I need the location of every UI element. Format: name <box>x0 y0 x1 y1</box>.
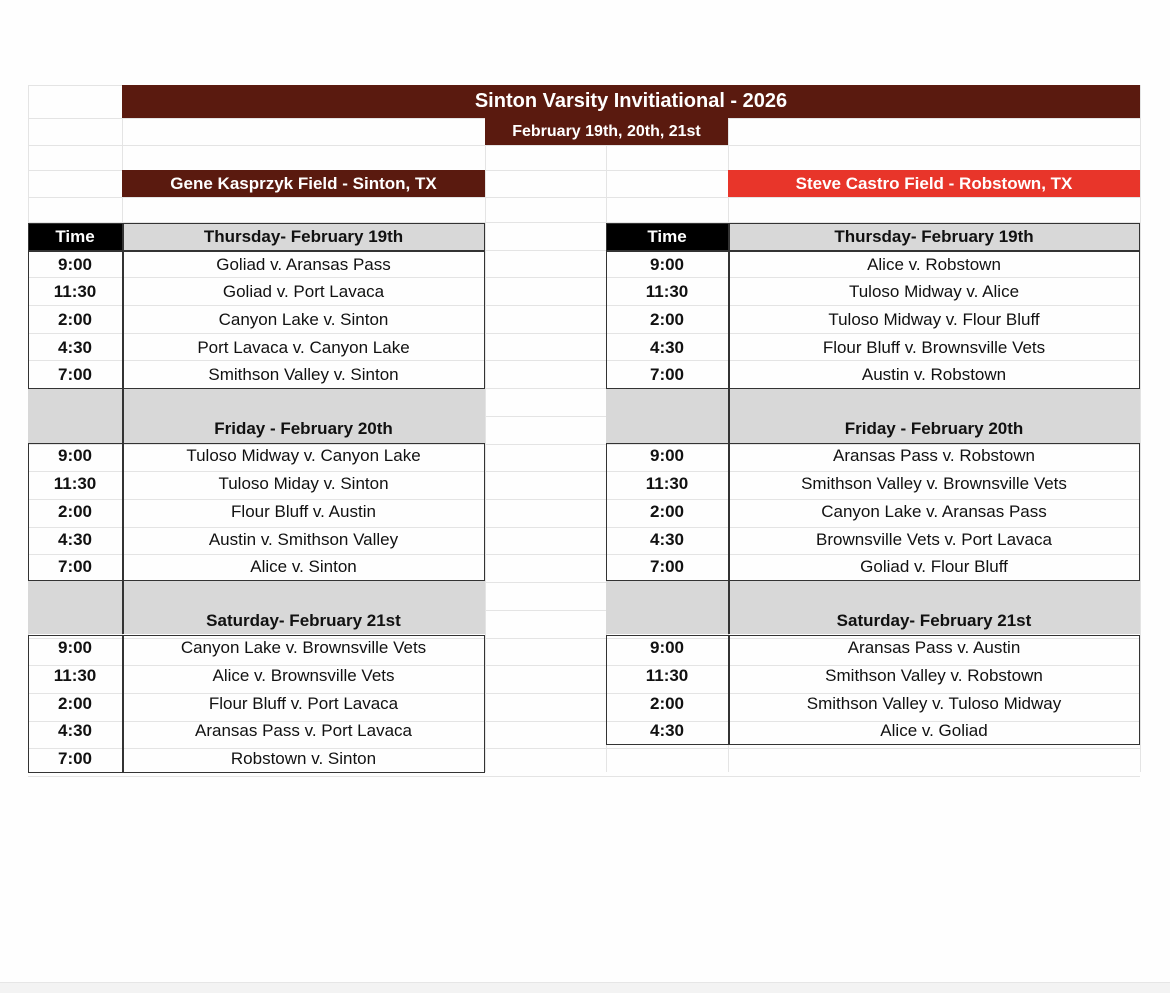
day-header: Saturday- February 21st <box>728 607 1140 635</box>
column-divider <box>728 251 730 390</box>
game-time: 11:30 <box>645 666 689 686</box>
spacer-row <box>606 389 728 417</box>
column-divider <box>728 635 730 746</box>
field-header-gene-kasprzyk: Gene Kasprzyk Field - Sinton, TX <box>122 170 485 197</box>
game-time: 9:00 <box>57 638 93 658</box>
game-matchup: Goliad v. Aransas Pass <box>216 254 391 274</box>
game-matchup: Goliad v. Flour Bluff <box>860 557 1008 577</box>
day-header-time-blank <box>28 607 122 635</box>
spacer-row <box>728 389 1140 417</box>
game-time: 2:00 <box>57 501 93 521</box>
game-time: 9:00 <box>649 254 685 274</box>
game-matchup: Aransas Pass v. Austin <box>847 638 1021 658</box>
game-matchup: Canyon Lake v. Sinton <box>218 309 389 329</box>
page-title: Sinton Varsity Invitiational - 2026 <box>122 85 1140 118</box>
day-header-time-blank <box>606 415 728 443</box>
grid-line <box>485 85 486 772</box>
game-time: 11:30 <box>645 474 689 494</box>
grid-line <box>28 776 1140 777</box>
field-header-steve-castro: Steve Castro Field - Robstown, TX <box>728 170 1140 197</box>
grid-line <box>28 145 1140 146</box>
day-header: Friday - February 20th <box>728 415 1140 443</box>
game-time: 2:00 <box>649 501 685 521</box>
game-time: 7:00 <box>57 557 93 577</box>
game-matchup: Alice v. Sinton <box>250 557 357 577</box>
game-matchup: Alice v. Goliad <box>880 721 988 741</box>
time-header: Time <box>606 223 728 251</box>
spacer-row <box>28 389 122 417</box>
game-matchup: Tuloso Midway v. Alice <box>848 282 1020 302</box>
game-matchup: Austin v. Robstown <box>861 365 1007 385</box>
game-time: 9:00 <box>649 638 685 658</box>
day-header: Saturday- February 21st <box>122 607 485 635</box>
column-divider <box>728 389 730 442</box>
column-divider <box>122 581 124 634</box>
column-divider <box>728 443 730 582</box>
game-matchup: Aransas Pass v. Robstown <box>833 446 1035 466</box>
day-header-time-blank <box>28 415 122 443</box>
tournament-dates: February 19th, 20th, 21st <box>485 118 728 145</box>
game-time: 7:00 <box>649 557 685 577</box>
game-time: 4:30 <box>57 721 93 741</box>
game-time: 4:30 <box>57 529 93 549</box>
game-matchup: Canyon Lake v. Brownsville Vets <box>180 638 427 658</box>
game-time: 2:00 <box>57 693 93 713</box>
column-divider <box>122 443 124 582</box>
game-time: 9:00 <box>57 254 93 274</box>
spacer-row <box>122 581 485 609</box>
game-matchup: Smithson Valley v. Sinton <box>208 365 399 385</box>
game-matchup: Tuloso Midway v. Flour Bluff <box>828 309 1040 329</box>
game-time: 7:00 <box>57 365 93 385</box>
day-header: Thursday- February 19th <box>122 223 485 251</box>
game-time: 2:00 <box>649 309 685 329</box>
game-time: 4:30 <box>649 721 685 741</box>
game-matchup: Alice v. Robstown <box>867 254 1001 274</box>
time-header: Time <box>28 223 122 251</box>
day-header: Friday - February 20th <box>122 415 485 443</box>
spacer-row <box>28 581 122 609</box>
game-time: 4:30 <box>649 529 685 549</box>
game-matchup: Aransas Pass v. Port Lavaca <box>194 721 412 741</box>
game-time: 11:30 <box>53 474 97 494</box>
game-time: 2:00 <box>57 309 93 329</box>
game-matchup: Smithson Valley v. Tuloso Midway <box>806 693 1062 713</box>
game-time: 11:30 <box>53 666 97 686</box>
game-matchup: Austin v. Smithson Valley <box>208 529 399 549</box>
day-header-time-blank <box>606 607 728 635</box>
game-matchup: Canyon Lake v. Aransas Pass <box>821 501 1047 521</box>
game-time: 11:30 <box>53 282 97 302</box>
game-time: 9:00 <box>649 446 685 466</box>
spacer-row <box>122 389 485 417</box>
game-time: 7:00 <box>649 365 685 385</box>
game-time: 4:30 <box>57 337 93 357</box>
game-time: 11:30 <box>645 282 689 302</box>
game-matchup: Flour Bluff v. Austin <box>231 501 376 521</box>
game-matchup: Flour Bluff v. Brownsville Vets <box>822 337 1046 357</box>
game-matchup: Tuloso Miday v. Sinton <box>218 474 389 494</box>
game-matchup: Tuloso Midway v. Canyon Lake <box>186 446 421 466</box>
game-time: 4:30 <box>649 337 685 357</box>
column-divider <box>122 389 124 442</box>
game-matchup: Smithson Valley v. Robstown <box>825 666 1043 686</box>
column-divider <box>122 635 124 774</box>
game-matchup: Flour Bluff v. Port Lavaca <box>208 693 399 713</box>
bottom-strip <box>0 982 1170 993</box>
day-header: Thursday- February 19th <box>728 223 1140 251</box>
spacer-row <box>728 581 1140 609</box>
column-divider <box>122 223 124 251</box>
spacer-row <box>606 581 728 609</box>
grid-line <box>1140 85 1141 772</box>
game-time: 2:00 <box>649 693 685 713</box>
column-divider <box>122 251 124 390</box>
game-matchup: Goliad v. Port Lavaca <box>222 282 385 302</box>
game-matchup: Port Lavaca v. Canyon Lake <box>197 337 410 357</box>
grid-line <box>28 197 1140 198</box>
column-divider <box>728 223 730 251</box>
game-matchup: Alice v. Brownsville Vets <box>212 666 395 686</box>
game-matchup: Robstown v. Sinton <box>230 749 377 769</box>
game-time: 7:00 <box>57 749 93 769</box>
game-time: 9:00 <box>57 446 93 466</box>
game-matchup: Brownsville Vets v. Port Lavaca <box>816 529 1052 549</box>
column-divider <box>728 581 730 634</box>
game-matchup: Smithson Valley v. Brownsville Vets <box>801 474 1067 494</box>
